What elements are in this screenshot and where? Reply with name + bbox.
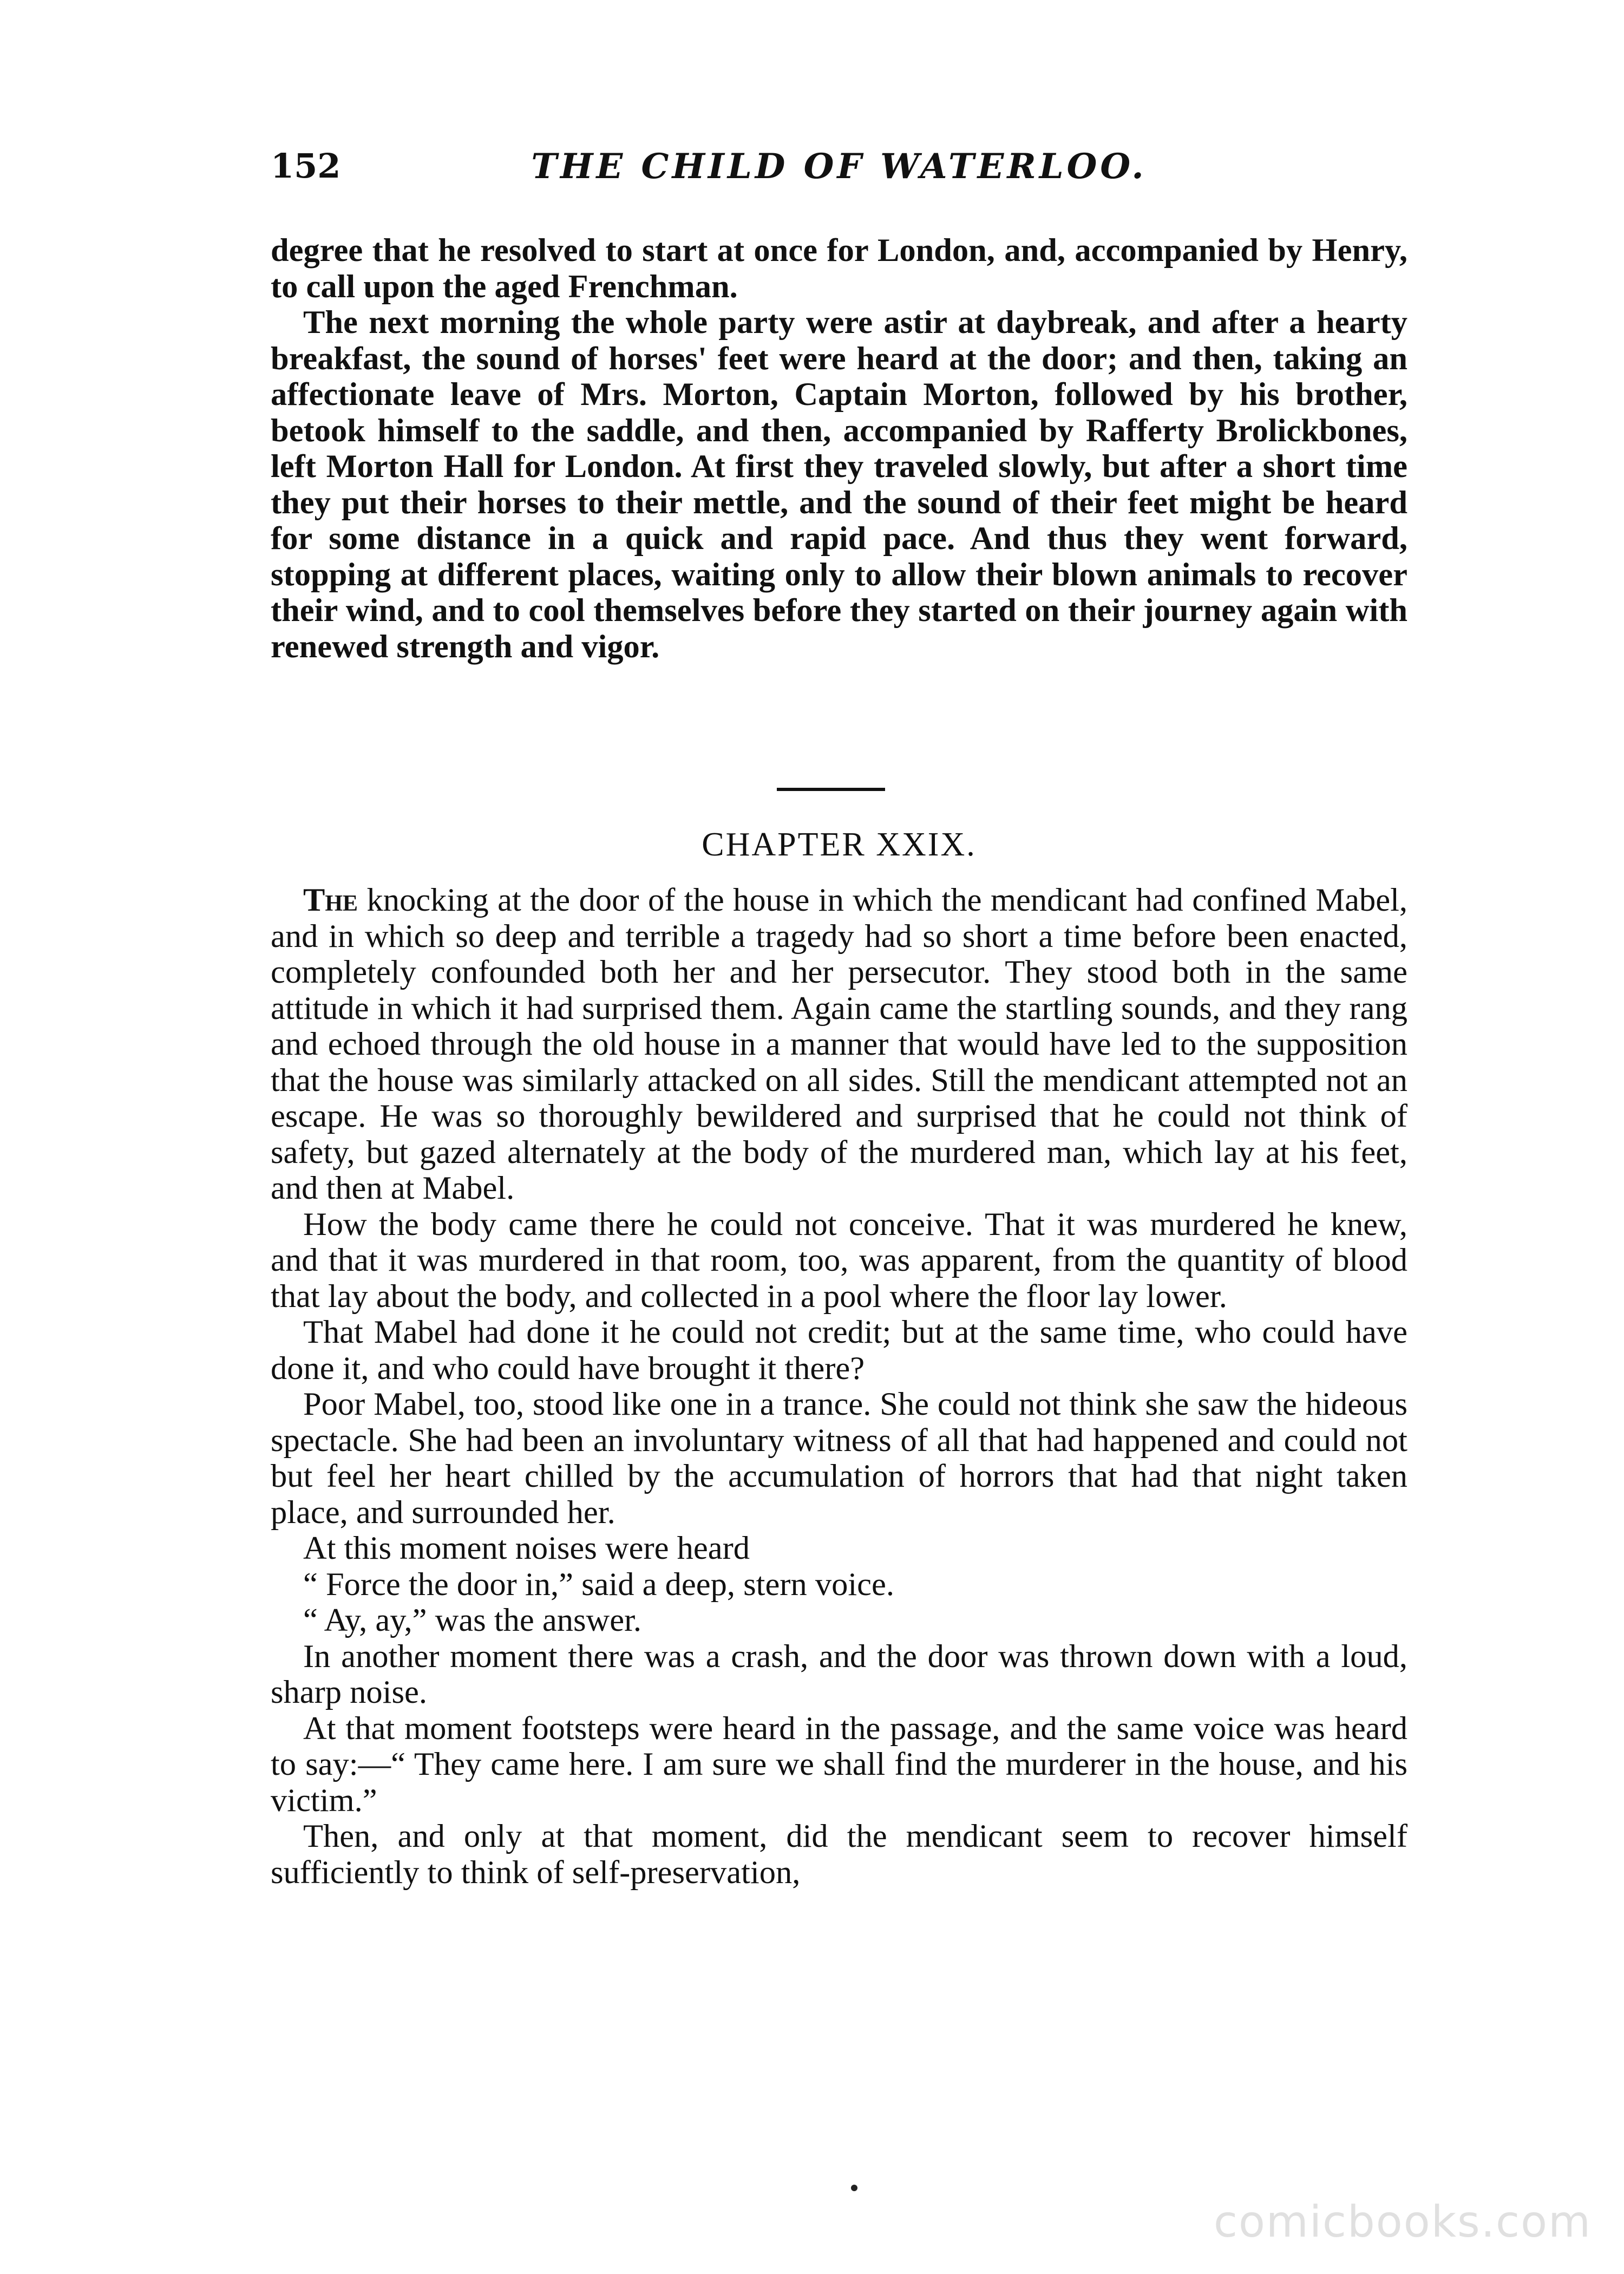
opening-text-block [271,233,1407,665]
running-head [271,146,1407,206]
section-divider-rule [777,788,885,791]
paragraph: Poor Mabel, too, stood like one in a trance. She could not think she saw the hideous spectacle. She had been an involuntary witness of all that had happened and could not but feel her heart chilled by the accumulation of horrors that had that night taken place, and surrounded her. [271,1386,1407,1531]
chapter-lead-word: The [303,882,358,918]
paragraph: The next morning the whole party were astir at daybreak, and after a hearty breakfast, the sound of horses' feet were heard at the door; and then, taking an affectionate leave of Mrs. Morton, Captain Morton, followed by his brother, betook himself to the saddle, and then, accompanied by Rafferty Brolickbones, left Morton Hall for London. At first they traveled slowly, but after a short time they put their horses to their mettle, and the sound of their feet might be heard for some distance in a quick and rapid pace. And thus they went forward, stopping at different places, waiting only to allow their blown animals to recover their wind, and to cool themselves before they started on their journey again with renewed strength and vigor. [271,304,1407,665]
paragraph: Then, and only at that moment, did the mendicant seem to recover himself sufficiently to think of self-preservation, [271,1818,1407,1891]
paragraph: That Mabel had done it he could not credit; but at the same time, who could have done it, and who could have brought it there? [271,1314,1407,1387]
book-title: THE CHILD OF WATERLOO. [531,146,1147,187]
paragraph: “ Ay, ay,” was the answer. [303,1602,641,1638]
chapter-opening-text: knocking at the door of the house in which the mendicant had confined Mabel, and in which so deep and terrible a tragedy had so short a time before been enacted, completely confounded both her and her persecutor. They stood both in the same attitude in which it had surprised them. Again came the startling sounds, and they rang and echoed through the old house in a manner that would have led to the supposition that the house was similarly attacked on all sides. Still the mendicant attempted not an escape. He was so thoroughly bewildered and surprised that he could not think of safety, but gazed alternately at the body of the murdered man, which lay at his feet, and then at Mabel. [271,882,1407,1206]
chapter-text-block [271,883,1407,1891]
watermark: comicbooks.com [1213,2197,1592,2247]
chapter-heading: CHAPTER XXIX. [702,826,977,863]
paragraph: At that moment footsteps were heard in the passage, and the same voice was heard to say:—“ They came here. I am sure we shall find the murderer in the house, and his victim.” [271,1710,1407,1819]
paragraph: “ Force the door in,” said a deep, stern voice. [303,1566,894,1603]
paragraph: In another moment there was a crash, and the door was thrown down with a loud, sharp noise. [271,1638,1407,1710]
chapter-opening-paragraph [271,883,1407,1207]
ink-speck [851,2185,857,2191]
paragraph: How the body came there he could not conceive. That it was murdered he knew, and that it was murdered in that room, too, was apparent, from the quantity of blood that lay about the body, and collected in a pool where the floor lay lower. [271,1206,1407,1315]
page-number: 152 [271,146,341,186]
paragraph: At this moment noises were heard [303,1530,750,1566]
paragraph: degree that he resolved to start at once for London, and, accompanied by Henry, to call upon the aged Frenchman. [271,232,1407,305]
